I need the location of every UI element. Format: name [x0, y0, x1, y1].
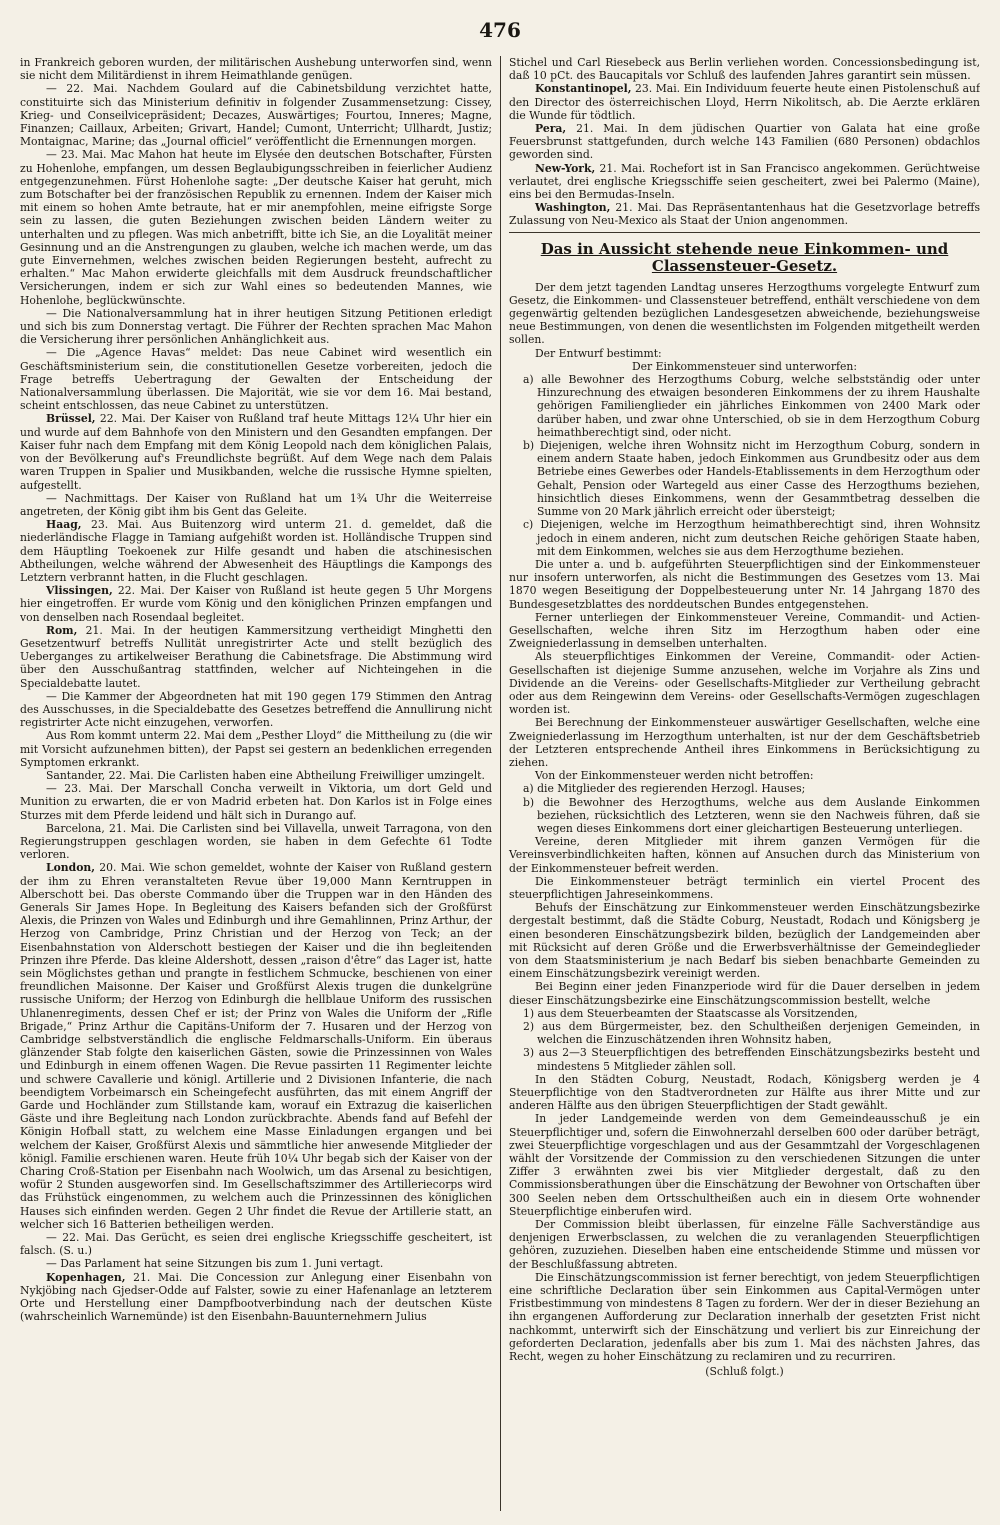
news-item — [509, 82, 980, 122]
news-item: — 23. Mai. Mac Mahon hat heute im Elysée den deutschen Botschafter, Fürsten zu Hohenlohe, empfangen, um dessen Beglaubigungsschreiben in feierlicher Audienz entgegenzunehmen. Fürst Hohenlohe sagte: „Der deutsche Kaiser hat geruht, mich zum Botschafter bei der französischen Republik zu ernennen. Indem der Kaiser mich mit einem so hohen Amte betraute, hat er mir anempfohlen, meine eifrigste Sorge sein zu lassen, die guten Beziehungen zwischen beiden Ländern weiter zu unterhalten und zu pflegen. Was mich anbetrifft, bitte ich Sie, an die Loyalität meiner Gesinnung und an die Anstrengungen zu glauben, welche ich machen werde, um das gute Einvernehmen, welches zwischen beiden Regierungen besteht, aufrecht zu erhalten.“ Mac Mahon erwiderte gleichfalls mit dem Ausdruck freundschaftlicher Versicherungen, indem er sich zur Wahl eines so bedeutenden Mannes, wie Hohenlohe, beglückwünschte. — [20, 148, 492, 307]
section-body — [509, 281, 980, 1364]
list-item: c) Diejenigen, welche im Herzogthum heimathberechtigt sind, ihren Wohnsitz jedoch in einem anderen, nicht zum deutschen Reiche gehörigen Staate haben, mit dem Einkommen, welches sie aus dem Herzogthume beziehen. — [523, 518, 980, 558]
paragraph: Barcelona, 21. Mai. Die Carlisten sind bei Villavella, unweit Tarragona, von den Regierungstruppen geschlagen worden, sie haben in dem Gefechte 61 Todte verloren. — [20, 821, 492, 862]
news-text: 21. Mai. Die Concession zur Anlegung einer Eisenbahn von Nykjöbing nach Gjedser-Odde auf Falster, sowie zu einer Hafenanlage an letzterem Orte und Herstellung einer Dampfbootverbindung nach der deutschen Küste (wahrscheinlich Warnemünde) ist den Eisenbahn-Bauunternehmern Julius — [20, 1270, 492, 1324]
news-item: — Die Kammer der Abgeordneten hat mit 190 gegen 179 Stimmen den Antrag des Ausschusses, in die Specialdebatte des Gesetzes betreffend die Annullirung nicht registrirter Acte nicht einzugehen, verworfen. — [20, 689, 492, 730]
paragraph: Der Commission bleibt überlassen, für einzelne Fälle Sachverständige aus denjenigen Erwerbsclassen, zu welchen die zu veranlagenden Steuerpflichtigen gehören, zuzuziehen. Dieselben haben eine entscheidende Stimme und müssen vor der Beschlußfassung abtreten. — [509, 1218, 980, 1271]
paragraph: Vereine, deren Mitglieder mit ihrem ganzen Vermögen für die Vereinsverbindlichkeiten haften, können auf Ansuchen durch das Ministerium von der Einkommensteuer befreit werden. — [509, 835, 980, 875]
news-item: — Das Parlament hat seine Sitzungen bis zum 1. Juni vertagt. — [46, 1257, 384, 1271]
list-item: 2) aus dem Bürgermeister, bez. den Schultheißen derjenigen Gemeinden, in welchen die Einzuschätzenden ihren Wohnsitz haben, — [523, 1020, 980, 1047]
dateline-place: New-York, — [535, 161, 596, 175]
paragraph: in Frankreich geboren wurden, der militärischen Aushebung unterworfen sind, wenn sie nicht dem Militärdienst in ihrem Heimathlande genügen. — [20, 56, 492, 83]
paragraph: In jeder Landgemeinde werden von dem Gemeindeausschuß je ein Steuerpflichtiger und, sofern die Einwohnerzahl derselben 600 oder darüber beträgt, zwei Steuerpflichtige vorgeschlagen und aus der Gesammtzahl der Vorgeschlagenen wählt der Vorsitzende der Commission zu den verschiedenen Sitzungen die unter Ziffer 3 erwähnten zwei bis vier Mitglieder dergestalt, daß zu den Commissionsberathungen über die Einschätzung der Bewohner von Ortschaften über 300 Seelen neben dem Ortsschultheißen auch ein in diesem Orte wohnender Steuerpflichtige einberufen wird. — [509, 1112, 980, 1218]
news-text: 21. Mai. Das Repräsentantenhaus hat die Gesetzvorlage betreffs Zulassung von Neu-Mexico als Staat der Union angenommen. — [509, 201, 980, 228]
paragraph: Die unter a. und b. aufgeführten Steuerpflichtigen sind der Einkommensteuer nur insofern unterworfen, als nicht die Bestimmungen des Gesetzes vom 13. Mai 1870 wegen Beseitigung der Doppelbesteuerung unter Nr. 14 Jahrgang 1870 des Bundesgesetzblattes des norddeutschen Bundes entgegenstehen. — [509, 557, 980, 611]
page-number: 476 — [479, 18, 521, 42]
paragraph: Von der Einkommensteuer werden nicht betroffen: — [535, 769, 814, 783]
dateline-place: London, — [46, 861, 96, 875]
paragraph: Bei Beginn einer jeden Finanzperiode wird für die Dauer derselben in jedem dieser Einschätzungsbezirke eine Einschätzungscommission bestellt, welche — [509, 980, 980, 1007]
news-item — [20, 584, 492, 624]
news-item: — 22. Mai. Das Gerücht, es seien drei englische Kriegsschiffe gescheitert, ist falsch. (S. u.) — [20, 1231, 492, 1258]
list-item: b) die Bewohner des Herzogthums, welche aus dem Auslande Einkommen beziehen, rücksichtlich des Letzteren, wenn sie den Nachweis führen, daß sie wegen dieses Einkommens dort einer gleichartigen Besteuerung unterliegen. — [523, 795, 980, 835]
paragraph: Die Einschätzungscommission ist ferner berechtigt, von jedem Steuerpflichtigen eine schriftliche Declaration über sein Einkommen aus Capital-Vermögen unter Fristbestimmung von mindestens 8 Tagen zu fordern. Wer der in dieser Beziehung an ihn ergangenen Aufforderung zur Declaration innerhalb der gesetzten Frist nicht nachkommt, unterwirft sich der Einschätzung und verliert bis zur Einreichung der geforderten Declaration, jedenfalls aber bis zum 1. Mai des nächsten Jahres, das Recht, wegen zu hoher Einschätzung zu reclamiren und zu recurriren. — [509, 1270, 980, 1364]
section-closing: (Schluß folgt.) — [705, 1365, 784, 1379]
dateline-place: Rom, — [46, 623, 78, 637]
columns — [20, 56, 980, 1511]
news-item: — Die „Agence Havas“ meldet: Das neue Cabinet wird wesentlich ein Geschäftsministerium sein, die constitutionellen Gesetze vorbereiten, jedoch die Frage betreffs Uebertragung der Gewalten der Entscheidung der Nationalversammlung überlassen. Die Majorität, wie sie vor dem 16. Mai bestand, scheint entschlossen, das neue Cabinet zu unterstützen. — [20, 346, 492, 413]
news-item — [20, 861, 492, 1231]
paragraph: Der dem jetzt tagenden Landtag unseres Herzogthums vorgelegte Entwurf zum Gesetz, die Einkommen- und Classensteuer betreffend, enthält verschiedene von dem gegenwärtig geltenden bezüglichen Landesgesetzen abweichende, beziehungsweise neue Bestimmungen, von denen die wesentlichsten im Folgenden mitgetheilt werden sollen. — [509, 280, 980, 347]
news-text: 22. Mai. Der Kaiser von Rußland traf heute Mittags 12¼ Uhr hier ein und wurde auf dem Bahnhofe von den Ministern und den Gesandten empfangen. Der Kaiser fuhr nach dem Empfang mit dem König Leopold nach dem königlichen Palais, von der Bevölkerung auf's Freundlichste begrüßt. Auf dem Wege nach dem Palais waren Truppen in Spalier und Musikbanden, welche die russische Hymne spielten, aufgestellt. — [20, 412, 492, 492]
dateline-place: Vlissingen, — [46, 584, 113, 598]
paragraph: Aus Rom kommt unterm 22. Mai dem „Pesther Lloyd“ die Mittheilung zu (die wir mit Vorsicht aufzunehmen bitten), der Papst sei gestern an bedenklichen erregenden Symptomen erkrankt. — [20, 729, 492, 769]
centered-line: Der Einkommensteuer sind unterworfen: — [632, 359, 857, 373]
paragraph: Ferner unterliegen der Einkommensteuer Vereine, Commandit- und Actien-Gesellschaften, welche ihren Sitz im Herzogthum haben oder eine Zweigniederlassung in demselben unterhalten. — [509, 610, 980, 651]
news-text: 22. Mai. Der Kaiser von Rußland ist heute gegen 5 Uhr Morgens hier eingetroffen. Er wurde vom König und den königlichen Prinzen empfangen und von denselben nach Rosendaal begleitet. — [20, 584, 492, 624]
list-item: a) die Mitglieder des regierenden Herzogl. Hauses; — [523, 782, 806, 796]
news-text: 21. Mai. In dem jüdischen Quartier von Galata hat eine große Feuersbrunst stattgefunden, durch welche 143 Familien (680 Personen) obdachlos geworden sind. — [509, 122, 980, 162]
dateline-place: Brüssel, — [46, 412, 96, 426]
news-item — [20, 518, 492, 584]
news-item — [509, 122, 980, 162]
list-item: b) Diejenigen, welche ihren Wohnsitz nicht im Herzogthum Coburg, sondern in einem andern Staate haben, jedoch Einkommen aus Grundbesitz oder aus dem Betriebe eines Gewerbes oder Handels-Etablissements in dem Herzogthum oder Gehalt, Pension oder Wartegeld aus einer Casse des Herzogthums beziehen, hinsichtlich dieses Einkommens, wenn der Gesammtbetrag desselben die Summe von 20 Mark jährlich erreicht oder übersteigt; — [523, 439, 980, 519]
news-text: 23. Mai. Ein Individuum feuerte heute einen Pistolenschuß auf den Director des österreichischen Lloyd, Herrn Nikolitsch, ab. Die Aerzte erklären die Wunde für tödtlich. — [509, 82, 980, 122]
dateline-place: Washington, — [535, 201, 611, 215]
dateline-place: Konstantinopel, — [535, 82, 632, 96]
news-item: — 22. Mai. Nachdem Goulard auf die Cabinetsbildung verzichtet hatte, constituirte sich das Ministerium definitiv in folgender Zusammensetzung: Cissey, Krieg- und Conseilvicepräsident; Decazes, Auswärtiges; Fourtou, Inneres; Magne, Finanzen; Caillaux, Arbeiten; Grivart, Handel; Cumont, Unterricht; Ullhardt, Justiz; Montaignac, Marine; das „Journal officiel“ veröffentlicht die Ernennungen morgen. — [20, 82, 492, 149]
paragraph: Der Entwurf bestimmt: — [535, 346, 662, 360]
list-item: 1) aus dem Steuerbeamten der Staatscasse als Vorsitzenden, — [523, 1006, 858, 1020]
news-item: — Die Nationalversammlung hat in ihrer heutigen Sitzung Petitionen erledigt und sich bis zum Donnerstag vertagt. Die Führer der Rechten sprachen Mac Mahon die Versicherung ihrer persönlichen Anhänglichkeit aus. — [20, 306, 492, 347]
paragraph: Stichel und Carl Riesebeck aus Berlin verliehen worden. Concessionsbedingung ist, daß 10 pCt. des Baucapitals vor Schluß des laufenden Jahres garantirt sein müssen. — [509, 56, 980, 83]
news-item — [20, 412, 492, 491]
news-text: 23. Mai. Aus Buitenzorg wird unterm 21. d. gemeldet, daß die niederländische Flagge in Tamiang aufgehißt worden ist. Holländische Truppen sind dem Häuptling Toekoenek zur Hilfe gesandt und haben die atschinesischen Abtheilungen, welche während der Abwesenheit des Häuptlings die Kampongs des Letztern verbrannt hatten, in die Flucht geschlagen. — [20, 518, 492, 584]
paragraph: Behufs der Einschätzung zur Einkommensteuer werden Einschätzungsbezirke dergestalt bestimmt, daß die Städte Coburg, Neustadt, Rodach und Königsberg je einen besonderen Einschätzungsbezirk bilden, bezüglich der Landgemeinden aber mit Rücksicht auf deren Größe und die Erwerbsverhältnisse der Gemeindeglieder von dem Staatsministerium je nach Bedarf bis sieben benachbarte Gemeinden zu einem Einschätzungsbezirk vereinigt werden. — [509, 901, 980, 981]
news-text: 20. Mai. Wie schon gemeldet, wohnte der Kaiser von Rußland gestern der ihm zu Ehren veranstalteten Revue über 19,000 Mann Kerntruppen in Alberschott bei. Das oberste Commando über die Truppen war in den Händen des Generals Sir James Hope. In Begleitung des Kaisers befanden sich der Großfürst Alexis, die Prinzen von Wales und Edinburgh und ihre Gemahlinnen, Prinz Arthur, der Herzog von Cambridge, Prinz Christian und der Herzog von Teck; an der Eisenbahnstation von Alderschott bestiegen der Kaiser und die ihn begleitenden Prinzen ihre Pferde. Das kleine Aldershott, dessen „raison d'être“ das Lager ist, hatte sein Möglichstes gethan und prangte in festlichem Schmucke, beschienen von einer freundlichen Maisonne. Der Kaiser und Großfürst Alexis trugen die dunkelgrüne russische Uniform; der Herzog von Edinburgh die hellblaue Uniform des russischen Uhlanenregiments, dessen Chef er ist; der Prinz von Wales die Uniform der „Rifle Brigade,“ Prinz Arthur die Capitäns-Uniform der 7. Husaren und der Herzog von Cambridge selbstverständlich die englische Feldmarschalls-Uniform. Ein überaus glänzender Stab folgte den kaiserlichen Gästen, sowie die Prinzessinnen von Wales und Edinburgh in einem offenen Wagen. Die Revue passirten 11 Regimenter leichte und schwere Cavallerie und königl. Artillerie und 2 Divisionen Infanterie, die nach beendigtem Vorbeimarsch ein Scheingefecht ausführten, das mit einem Angriff der Garde und Hochländer zum Stillstande kam, worauf ein Extrazug die kaiserlichen Gäste und ihre Begleitung nach London zurückbrachte. Abends fand auf Befehl der Königin Hofball statt, zu welchem eine Masse Einladungen ergangen und bei welchem der Kaiser, Großfürst Alexis und sämmtliche hier anwesende Mitglieder der königl. Familie erschienen waren. Heute früh 10¼ Uhr begab sich der Kaiser von der Charing Croß-Station per Eisenbahn nach Woolwich, um das Arsenal zu besichtigen, wofür 2 Stunden ausgeworfen sind. Im Gesellschaftszimmer des Artilleriecorps wird das Frühstück eingenommen, zu welchem auch die Prinzessinnen des königlichen Hauses sich einfinden werden. Gegen 2 Uhr findet die Revue der Artillerie statt, an welcher sich 16 Batterien betheiligen werden. — [20, 861, 492, 1231]
news-item — [20, 1271, 492, 1324]
news-item — [509, 201, 980, 227]
left-column — [20, 56, 500, 1511]
section-title: Das in Aussicht stehende neue Einkommen- und Classensteuer-Gesetz. — [540, 239, 949, 275]
right-column — [500, 56, 980, 1511]
news-item — [20, 624, 492, 690]
list-item: 3) aus 2—3 Steuerpflichtigen des betreffenden Einschätzungsbezirks besteht und mindestens 5 Mitglieder zählen soll. — [523, 1046, 980, 1073]
dateline-place: Kopenhagen, — [46, 1270, 126, 1284]
dateline-place: Pera, — [535, 122, 567, 136]
section-rule — [509, 232, 980, 233]
paragraph: Die Einkommensteuer beträgt terminlich ein viertel Procent des steuerpflichtigen Jahreseinkommens. — [509, 874, 980, 901]
paragraph: Santander, 22. Mai. Die Carlisten haben eine Abtheilung Freiwilliger umzingelt. — [46, 768, 485, 782]
news-item: — Nachmittags. Der Kaiser von Rußland hat um 1¾ Uhr die Weiterreise angetreten, der König gibt ihm bis Gent das Geleite. — [20, 491, 492, 518]
right-column-news — [509, 56, 980, 228]
paragraph: In den Städten Coburg, Neustadt, Rodach, Königsberg werden je 4 Steuerpflichtige von den Stadtverordneten zur Hälfte aus ihrer Mitte und zur anderen Hälfte aus den übrigen Steuerpflichtigen der Stadt gewählt. — [509, 1072, 980, 1113]
paragraph: Bei Berechnung der Einkommensteuer auswärtiger Gesellschaften, welche eine Zweigniederlassung im Herzogthum unterhalten, ist nur der dem Geschäftsbetrieb der Letzteren entsprechende Antheil ihres Einkommens in Berücksichtigung zu ziehen. — [509, 716, 980, 769]
news-item: — 23. Mai. Der Marschall Concha verweilt in Viktoria, um dort Geld und Munition zu erwarten, die er von Madrid erbeten hat. Don Karlos ist in Folge eines Sturzes mit dem Pferde leidend und hält sich in Durango auf. — [20, 782, 492, 822]
news-text: 21. Mai. In der heutigen Kammersitzung vertheidigt Minghetti den Gesetzentwurf betreffs Nullität unregistrirter Acte und stellt bezüglich des Ueberganges zu artikelweiser Berathung die Cabinetsfrage. Die Abstimmung wird über den Ausschußantrag stattfinden, welcher auf Nichteingehen in die Specialdebatte lautet. — [20, 623, 492, 690]
news-item — [509, 162, 980, 202]
news-text: 21. Mai. Rochefort ist in San Francisco angekommen. Gerüchtweise verlautet, drei englische Kriegsschiffe seien gescheitert, zwei bei Palermo (Maine), eins bei den Bermudas-Inseln. — [509, 161, 980, 202]
paragraph: Als steuerpflichtiges Einkommen der Vereine, Commandit- oder Actien-Gesellschaften ist diejenige Summe anzusehen, welche im Vorjahre als Zins und Dividende an die Vereins- oder Gesellschafts-Mitglieder zur Vertheilung gebracht oder aus dem Reingewinn dem Vereins- oder Gesellschafts-Vermögen zugeschlagen worden ist. — [509, 650, 980, 717]
list-item: a) alle Bewohner des Herzogthums Coburg, welche selbstständig oder unter Hinzurechnung des etwaigen besonderen Einkommens der zu ihrem Haushalte gehörigen Familienglieder ein jährliches Einkommen von 2400 Mark oder darüber haben, und zwar ohne Unterschied, ob sie in dem Herzogthum Coburg heimathberechtigt sind, oder nicht. — [523, 373, 980, 439]
dateline-place: Haag, — [46, 518, 82, 532]
